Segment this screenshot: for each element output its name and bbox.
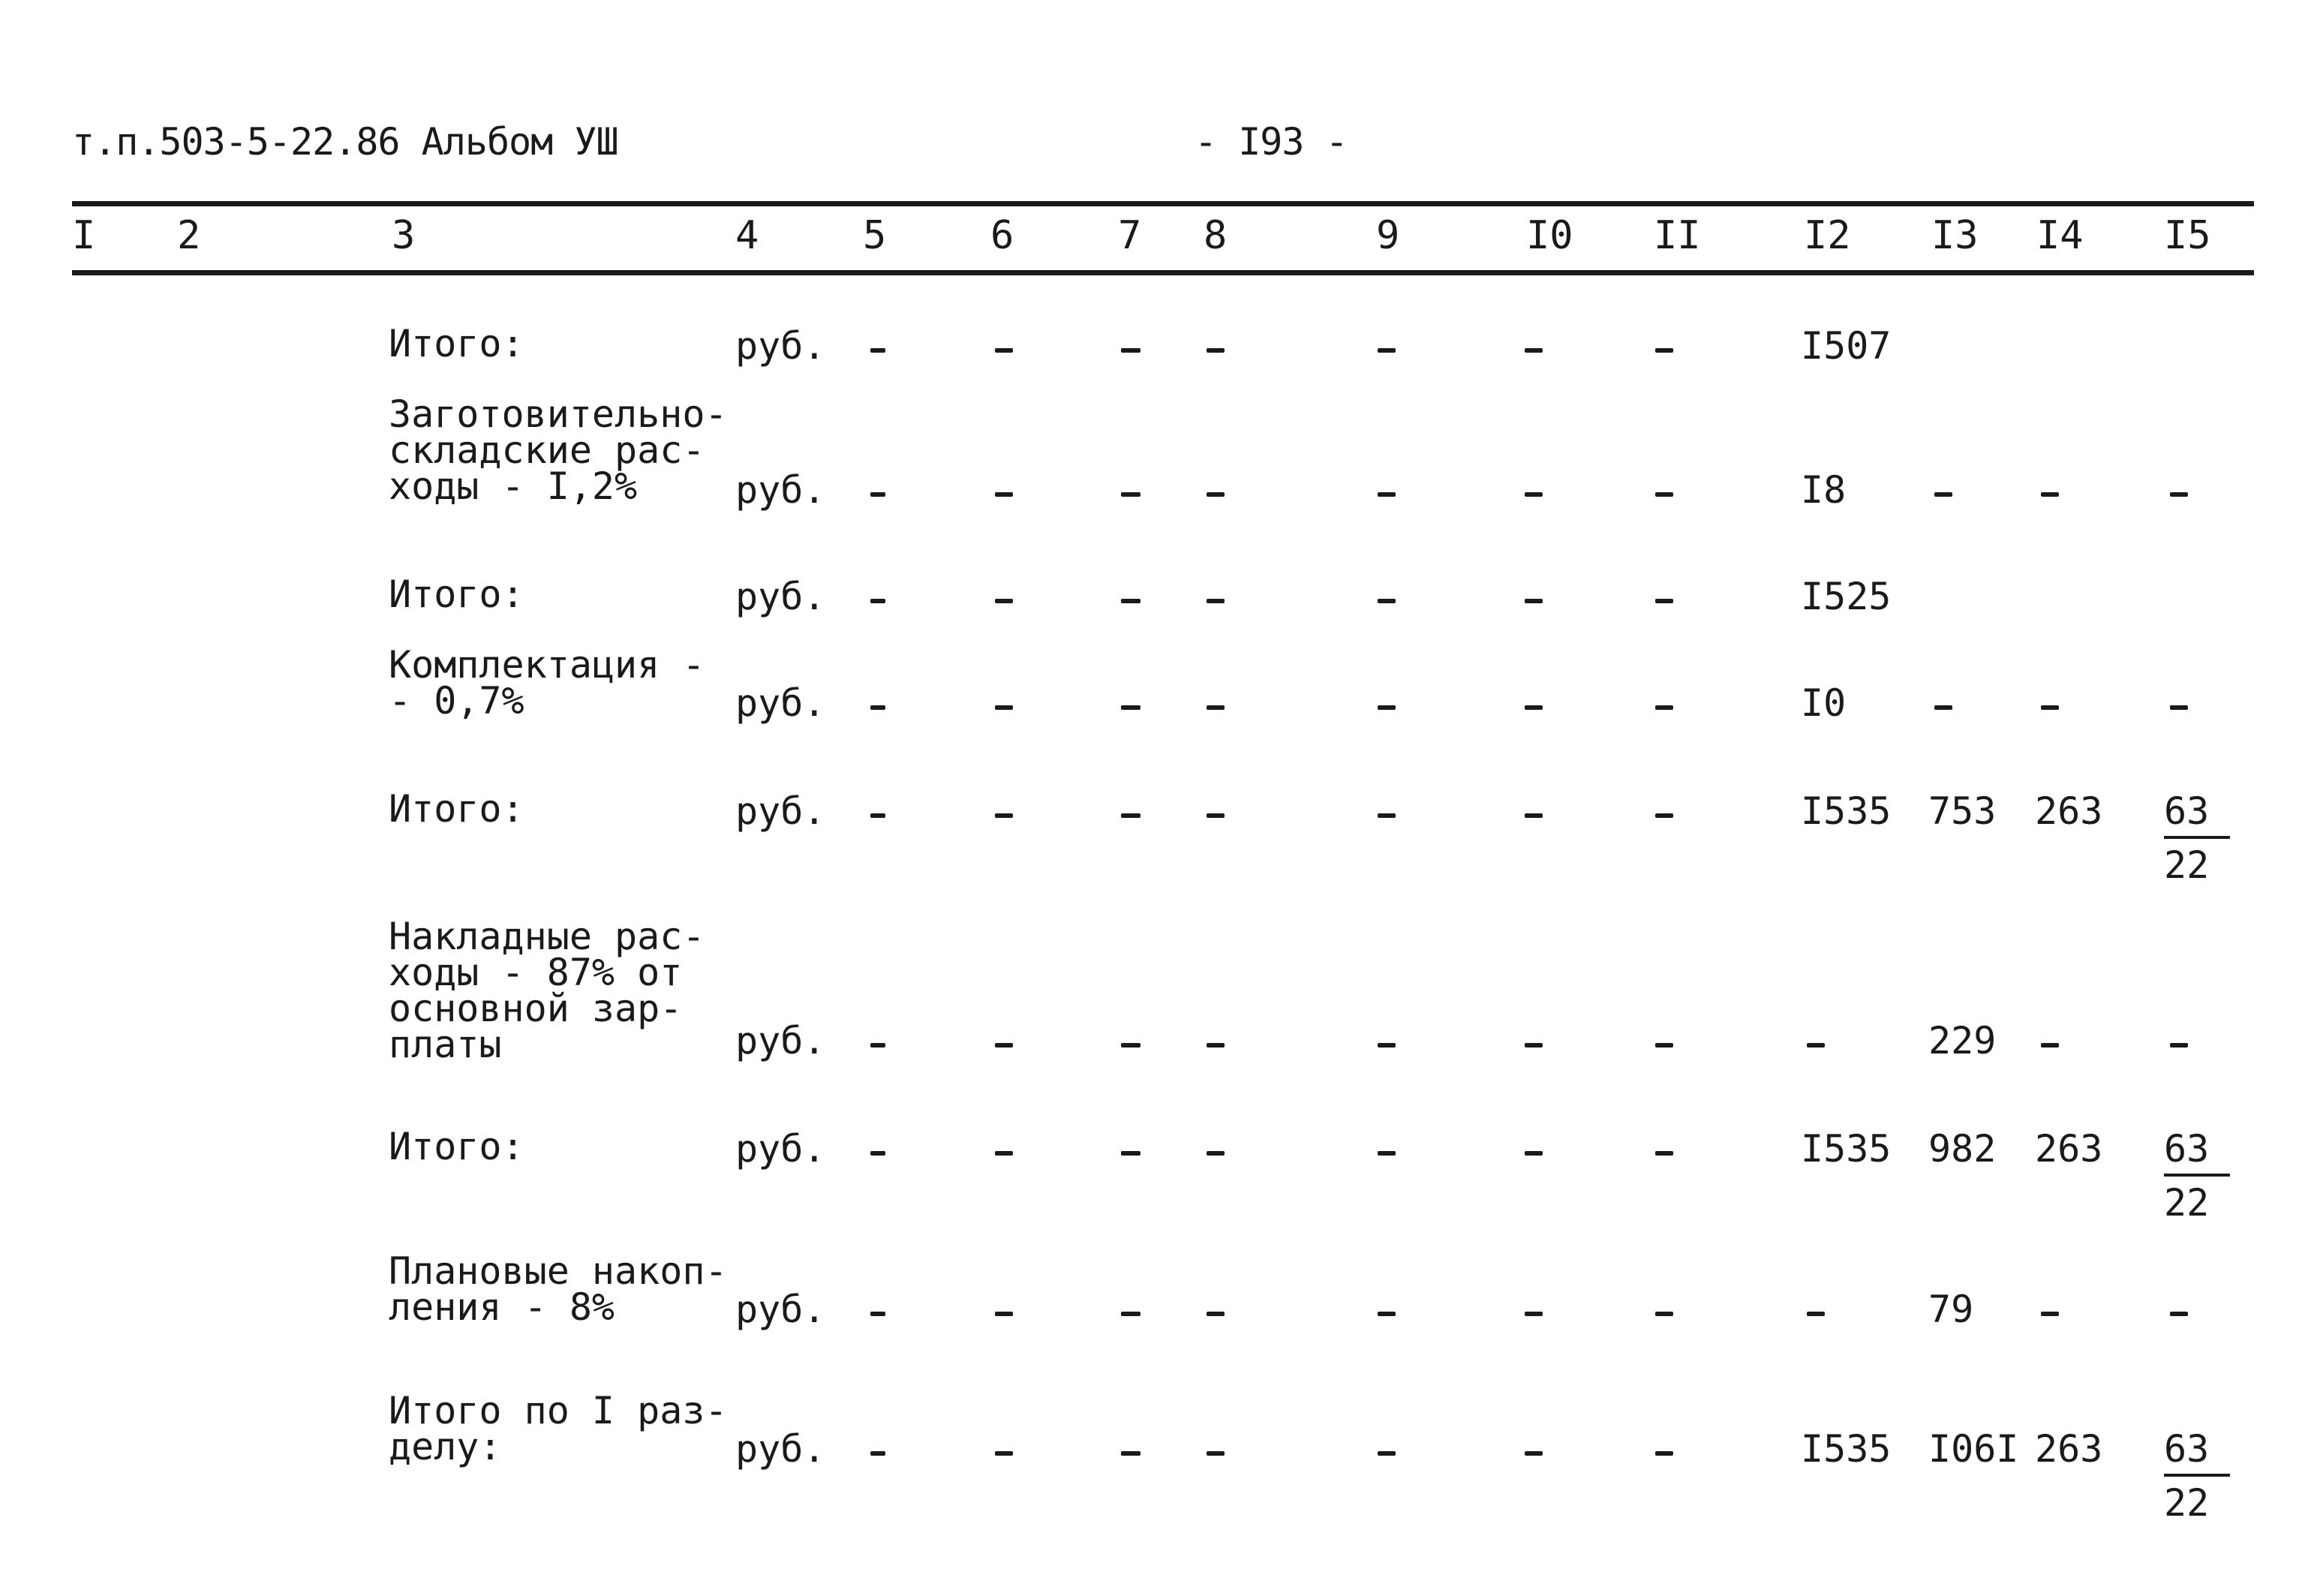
fraction-numerator: 63 [2164,1130,2230,1177]
empty-dash [1207,599,1225,603]
value-cell: 982 [1928,1127,1997,1171]
empty-dash [1655,705,1673,710]
empty-dash [1121,705,1140,710]
empty-dash [1525,348,1543,353]
column-header: I [72,213,96,258]
empty-dash [1378,813,1396,818]
column-header: 3 [392,213,416,258]
empty-dash [2170,1043,2188,1047]
empty-dash [1207,492,1225,497]
value-cell: I06I [1928,1427,2019,1471]
empty-dash [1378,1151,1396,1156]
unit-cell: руб. [735,681,826,725]
empty-dash [2041,705,2059,710]
column-header: I3 [1931,213,1979,258]
empty-dash [870,1043,885,1047]
fraction-numerator: 63 [2164,792,2230,839]
empty-dash [1378,705,1396,710]
empty-dash [1378,1451,1396,1456]
empty-dash [1525,1451,1543,1456]
empty-dash [995,599,1013,603]
empty-dash [1121,492,1140,497]
empty-dash [1807,1312,1825,1316]
empty-dash [870,1312,885,1316]
fraction-cell [2164,1127,2230,1225]
value-cell: 229 [1928,1019,1997,1062]
fraction-denominator: 22 [2164,843,2210,887]
document-reference: т.п.503-5-22.86 Альбом УШ [72,120,618,164]
value-cell: I525 [1801,575,1892,618]
empty-dash [1525,599,1543,603]
column-header: I5 [2164,213,2211,258]
empty-dash [1525,813,1543,818]
unit-cell: руб. [735,1427,826,1471]
unit-cell: руб. [735,575,826,618]
row-label: Плановые накоп- ления - 8% [389,1249,728,1329]
empty-dash [995,705,1013,710]
value-cell: I535 [1801,1127,1892,1171]
value-cell: 263 [2035,1127,2103,1171]
unit-cell: руб. [735,468,826,512]
fraction-cell [2164,1427,2230,1525]
empty-dash [1207,1043,1225,1047]
empty-dash [1121,1151,1140,1156]
empty-dash [1655,599,1673,603]
value-cell: 753 [1928,789,1997,833]
empty-dash [995,1312,1013,1316]
empty-dash [995,348,1013,353]
empty-dash [1121,1451,1140,1456]
row-label: Итого: [389,573,524,616]
empty-dash [870,813,885,818]
row-label: Накладные рас- ходы - 87% от основной зар- платы [389,915,705,1066]
empty-dash [2170,1312,2188,1316]
value-cell: I535 [1801,789,1892,833]
empty-dash [870,599,885,603]
unit-cell: руб. [735,1288,826,1331]
empty-dash [870,1451,885,1456]
empty-dash [1525,1312,1543,1316]
value-cell: I535 [1801,1427,1892,1471]
column-header: I2 [1804,213,1851,258]
empty-dash [2170,492,2188,497]
row-label: Заготовительно- складские рас- ходы - I,2% [389,392,728,508]
fraction-cell [2164,789,2230,887]
empty-dash [1207,348,1225,353]
empty-dash [995,492,1013,497]
column-header: 2 [177,213,201,258]
empty-dash [1378,1312,1396,1316]
empty-dash [870,492,885,497]
empty-dash [1525,705,1543,710]
empty-dash [1207,705,1225,710]
value-cell: 79 [1928,1288,1974,1331]
empty-dash [1207,1312,1225,1316]
empty-dash [1525,492,1543,497]
fraction-denominator: 22 [2164,1481,2210,1525]
table-top-rule [72,201,2254,206]
column-header: 7 [1118,213,1142,258]
value-cell: I0 [1801,681,1847,725]
empty-dash [2041,1043,2059,1047]
fraction-numerator: 63 [2164,1430,2230,1477]
empty-dash [1121,1312,1140,1316]
empty-dash [1525,1043,1543,1047]
empty-dash [995,1151,1013,1156]
row-label: Итого: [389,1125,524,1168]
row-label: Итого по I раз- делу: [389,1389,728,1468]
empty-dash [1655,813,1673,818]
column-header: II [1654,213,1701,258]
empty-dash [1655,1043,1673,1047]
empty-dash [1378,1043,1396,1047]
empty-dash [2170,705,2188,710]
empty-dash [1207,813,1225,818]
empty-dash [1934,492,1952,497]
row-label: Итого: [389,787,524,831]
empty-dash [2041,492,2059,497]
empty-dash [995,1451,1013,1456]
empty-dash [1378,492,1396,497]
empty-dash [1655,1451,1673,1456]
unit-cell: руб. [735,1019,826,1062]
column-header: 4 [735,213,759,258]
column-header: 5 [863,213,887,258]
empty-dash [870,705,885,710]
empty-dash [1121,599,1140,603]
empty-dash [1807,1043,1825,1047]
unit-cell: руб. [735,324,826,368]
empty-dash [870,348,885,353]
unit-cell: руб. [735,1127,826,1171]
empty-dash [995,813,1013,818]
empty-dash [995,1043,1013,1047]
value-cell: I507 [1801,324,1892,368]
empty-dash [1378,599,1396,603]
value-cell: I8 [1801,468,1847,512]
empty-dash [1655,1312,1673,1316]
row-label: Итого: [389,322,524,365]
empty-dash [1121,348,1140,353]
column-header: I0 [1526,213,1573,258]
row-label: Комплектация - - 0,7% [389,643,705,723]
page-number: - I93 - [1195,120,1348,164]
column-header: 6 [990,213,1014,258]
empty-dash [1655,1151,1673,1156]
empty-dash [1525,1151,1543,1156]
value-cell: 263 [2035,1427,2103,1471]
empty-dash [1207,1451,1225,1456]
empty-dash [1378,348,1396,353]
table-header-rule [72,270,2254,275]
value-cell: 263 [2035,789,2103,833]
empty-dash [1934,705,1952,710]
empty-dash [1121,1043,1140,1047]
empty-dash [1655,492,1673,497]
column-header: 9 [1376,213,1400,258]
empty-dash [1121,813,1140,818]
empty-dash [870,1151,885,1156]
column-header: I4 [2036,213,2084,258]
empty-dash [2041,1312,2059,1316]
column-header: 8 [1204,213,1228,258]
fraction-denominator: 22 [2164,1181,2210,1225]
unit-cell: руб. [735,789,826,833]
empty-dash [1207,1151,1225,1156]
empty-dash [1655,348,1673,353]
